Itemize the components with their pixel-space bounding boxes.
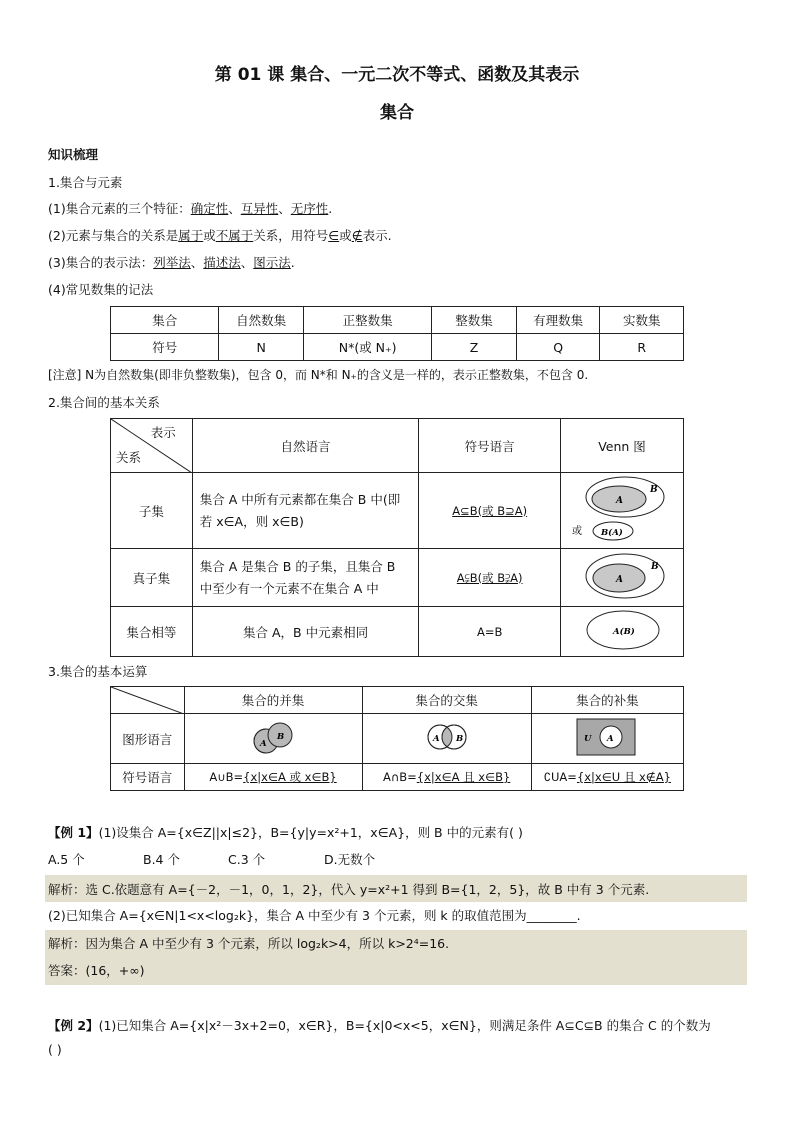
s1-line1: (1)集合元素的三个特征：确定性、互异性、无序性. [48, 201, 333, 216]
svg-text:B: B [455, 734, 463, 744]
s3-heading: 3.集合的基本运算 [48, 664, 148, 679]
svg-text:或: 或 [572, 526, 582, 537]
ex1-answer-1: 解析：选 C.依题意有 A={－2，－1，0，1，2}，代入 y=x²+1 得到 B={1，2，5}，故 B 中有 3 个元素. [48, 882, 650, 897]
svg-text:U: U [584, 734, 592, 744]
s1-heading: 1.集合与元素 [48, 175, 123, 190]
venn-subset [567, 474, 677, 544]
ex2-q1-paren: ( ) [48, 1042, 62, 1057]
svg-text:A: A [607, 734, 614, 744]
venn-union [243, 715, 303, 759]
venn-intersection [417, 715, 477, 759]
ex1-option-b: B.4 个 [143, 852, 180, 867]
svg-text:B: B [651, 562, 659, 572]
svg-text:B: B [277, 732, 285, 742]
venn-equal [567, 607, 677, 653]
ex2-q1: 【例 2】(1)已知集合 A={x|x²－3x+2=0，x∈R}，B={x|0<x<5，x∈N}，则满足条件 A⊆C⊆B 的集合 C 的个数为 [48, 1018, 711, 1033]
svg-text:A(B): A(B) [613, 627, 635, 637]
venn-proper-subset [567, 550, 677, 602]
corner-cell-2 [111, 687, 185, 714]
corner-cell: 表示 关系 [111, 419, 193, 473]
s1-line4: (4)常见数集的记法 [48, 282, 154, 297]
s1-line3: (3)集合的表示法：列举法、描述法、图示法. [48, 255, 295, 270]
operation-table: 集合的并集 集合的交集 集合的补集 图形语言 A B A B U A 符号语言 A∪B={x|x∈A 或 x∈B} A∩B={x|x∈A 且 x∈B} ∁UA={x|x∈U 且 x∉A} [110, 686, 684, 791]
ex1-q2: (2)已知集合 A={x∈N|1<x<log₂k}，集合 A 中至少有 3 个元素，则 k 的取值范围为________. [48, 908, 581, 923]
s2-heading: 2.集合间的基本关系 [48, 395, 160, 410]
svg-text:A: A [432, 734, 440, 744]
svg-text:A: A [616, 496, 623, 506]
page-title: 第 01 课 集合、一元二次不等式、函数及其表示 [214, 65, 580, 85]
svg-text:B(A): B(A) [601, 528, 623, 538]
ex1-q1: 【例 1】(1)设集合 A={x∈Z||x|≤2}，B={y|y=x²+1，x∈A}，则 B 中的元素有( ) [48, 825, 523, 840]
ex1-answer-3: 答案：(16，+∞) [48, 963, 145, 978]
section-title: 知识梳理 [48, 147, 99, 162]
ex1-option-d: D.无数个 [324, 852, 376, 867]
venn-complement [575, 716, 639, 758]
ex1-answer-2: 解析：因为集合 A 中至少有 3 个元素，所以 log₂k>4，所以 k>2⁴=16. [48, 936, 450, 951]
relation-table: 表示 关系 自然语言 符号语言 Venn 图 子集 集合 A 中所有元素都在集合 B 中(即 若 x∈A，则 x∈B) A⊆B(或 B⊇A) A B 或 B(A) 真子集 集合 A 是集合 B 的子集，且集合 B 中至少有一个元素不在集合 A 中 A⫋B(或 B⫌A) A B 集合相等 集合 A，B 中元素相同 A=B A(B) [110, 418, 684, 657]
s1-line2: (2)元素与集合的关系是属于或不属于关系，用符号∈或∉表示. [48, 228, 392, 243]
svg-text:A: A [260, 739, 267, 749]
numset-table: 集合 自然数集 正整数集 整数集 有理数集 实数集 符号 N N*(或 N₊) Z Q R [110, 306, 684, 361]
page-subtitle: 集合 [380, 103, 414, 123]
ex1-option-a: A.5 个 [48, 852, 85, 867]
svg-text:B: B [650, 485, 658, 495]
ex1-option-c: C.3 个 [228, 852, 266, 867]
svg-text:A: A [616, 575, 623, 585]
note: [注意] N为自然数集(即非负整数集)，包含 0，而 N*和 N₊的含义是一样的，表示正整数集，不包含 0. [48, 368, 589, 382]
